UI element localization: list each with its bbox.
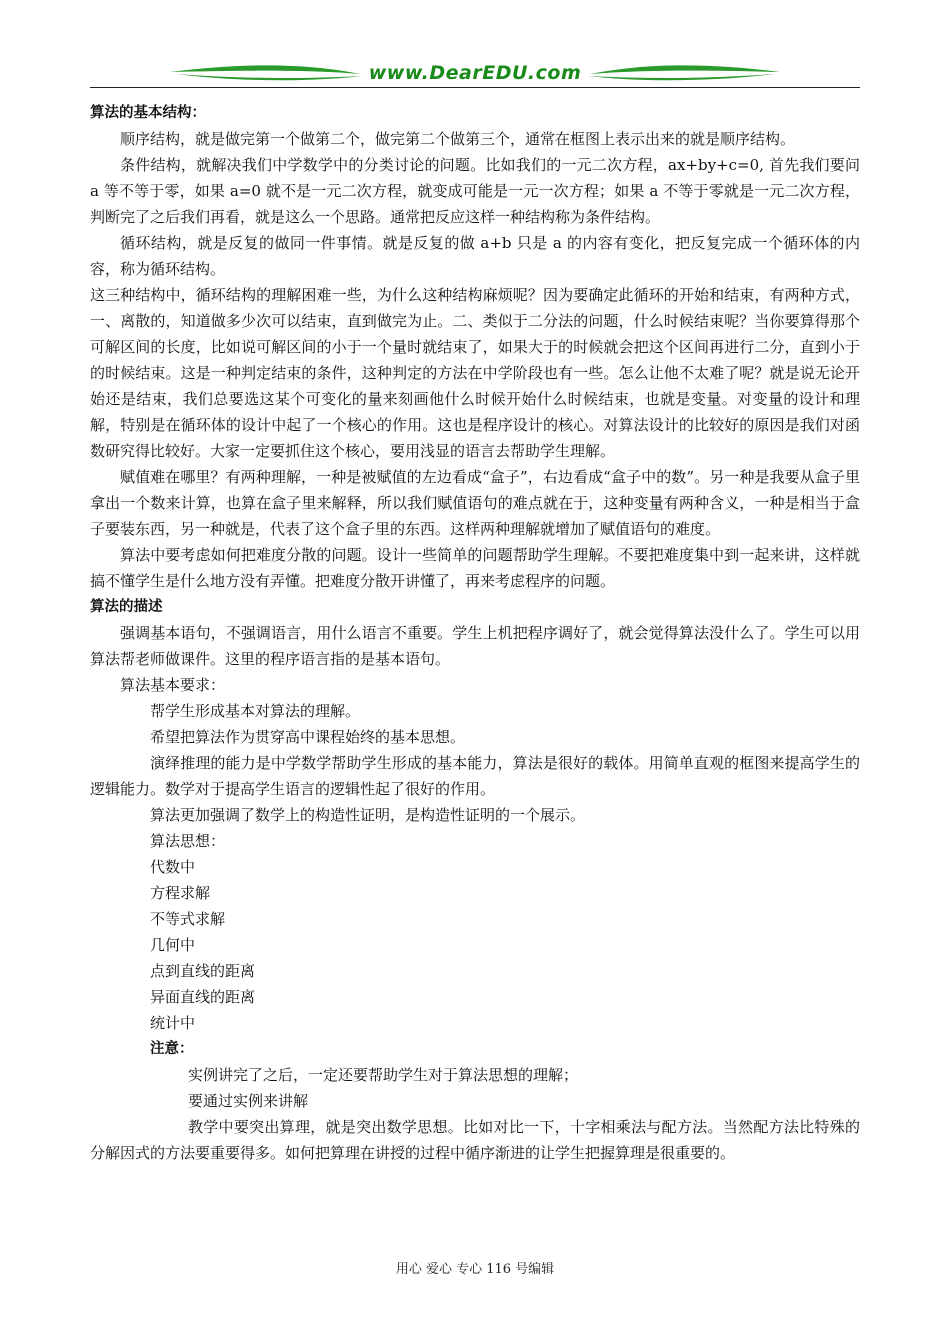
paragraph: 教学中要突出算理，就是突出数学思想。比如对比一下，十字相乘法与配方法。当然配方法比特殊的分解因式的方法要重要得多。如何把算理在讲授的过程中循序渐进的让学生把握算理是很重要的。 [90,1118,860,1162]
paragraph: 循环结构，就是反复的做同一件事情。就是反复的做 a+b 只是 a 的内容有变化，把反复完成一个循环体的内容，称为循环结构。 [90,234,860,278]
list-item: 异面直线的距离 [150,988,256,1006]
list-item: 点到直线的距离 [150,962,256,980]
paragraph: 希望把算法作为贯穿高中课程始终的基本思想。 [150,728,466,746]
paragraph: 条件结构，就解决我们中学数学中的分类讨论的问题。比如我们的一元二次方程，ax+by+c=0, 首先我们要问 a 等不等于零，如果 a=0 就不是一元二次方程，就变成可能是一元一次方程；如果 a 不等于零就是一元二次方程，判断完了之后我们再看，就是这么一个思路。通常把反应这样一种结构称为条件结构。 [90,156,860,226]
paragraph: 算法更加强调了数学上的构造性证明，是构造性证明的一个展示。 [150,806,586,824]
page-footer: 用心 爱心 专心 116 号编辑 [395,1262,555,1277]
paragraph: 算法基本要求： [120,676,226,694]
paragraph: 算法思想： [150,832,226,850]
list-item: 不等式求解 [150,910,226,928]
paragraph: 算法中要考虑如何把难度分散的问题。设计一些简单的问题帮助学生理解。不要把难度集中到一起来讲，这样就搞不懂学生是什么地方没有弄懂。把难度分散开讲懂了，再来考虑程序的问题。 [90,546,860,590]
page-header [90,58,860,90]
list-item: 几何中 [150,936,196,954]
paragraph: 强调基本语句，不强调语言，用什么语言不重要。学生上机把程序调好了，就会觉得算法没什么了。学生可以用算法帮老师做课件。这里的程序语言指的是基本语句。 [90,624,860,668]
paragraph: 演绎推理的能力是中学数学帮助学生形成的基本能力，算法是很好的载体。用简单直观的框图来提高学生的逻辑能力。数学对于提高学生语言的逻辑性起了很好的作用。 [90,754,860,798]
paragraph: 顺序结构，就是做完第一个做第二个，做完第二个做第三个，通常在框图上表示出来的就是顺序结构。 [120,130,796,148]
document-body [90,100,860,1166]
paragraph: 要通过实例来讲解 [188,1092,309,1110]
paragraph: 实例讲完了之后，一定还要帮助学生对于算法思想的理解； [188,1066,579,1084]
list-item: 统计中 [150,1014,196,1032]
paragraph: 赋值难在哪里？有两种理解，一种是被赋值的左边看成“盒子”，右边看成“盒子中的数”。另一种是我要从盒子里拿出一个数来计算，也算在盒子里来解释，所以我们赋值语句的难点就在于，这种变量有两种含义，一种是相当于盒子要装东西，另一种就是，代表了这个盒子里的东西。这样两种理解就增加了赋值语句的难度。 [90,468,860,538]
header-rule [90,87,860,88]
section-title-description: 算法的描述 [90,599,163,615]
list-item: 方程求解 [150,884,211,902]
section-title-basic-structure: 算法的基本结构： [90,105,206,121]
paragraph: 这三种结构中，循环结构的理解困难一些，为什么这种结构麻烦呢？因为要确定此循环的开始和结束，有两种方式，一、离散的，知道做多少次可以结束，直到做完为止。二、类似于二分法的问题，什么时候结束呢？当你要算得那个可解区间的长度，比如说可解区间的小于一个量时就结束了，如果大于的时候就会把这个区间再进行二分，直到小于的时候结束。这是一种判定结束的条件，这种判定的方法在中学阶段也有一些。怎么让他不太难了呢？就是说无论开始还是结束，我们总要选这某个可变化的量来刻画他什么时候开始什么时候结束，也就是变量。对变量的设计和理解，特别是在循环体的设计中起了一个核心的作用。这也是程序设计的核心。对算法设计的比较好的原因是我们对函数研究得比较好。大家一定要抓住这个核心，要用浅显的语言去帮助学生理解。 [90,286,860,460]
paragraph: 帮学生形成基本对算法的理解。 [150,702,361,720]
section-title-note: 注意： [150,1041,194,1057]
list-item: 代数中 [150,858,196,876]
site-url: www.DearEDU.com [368,62,582,84]
